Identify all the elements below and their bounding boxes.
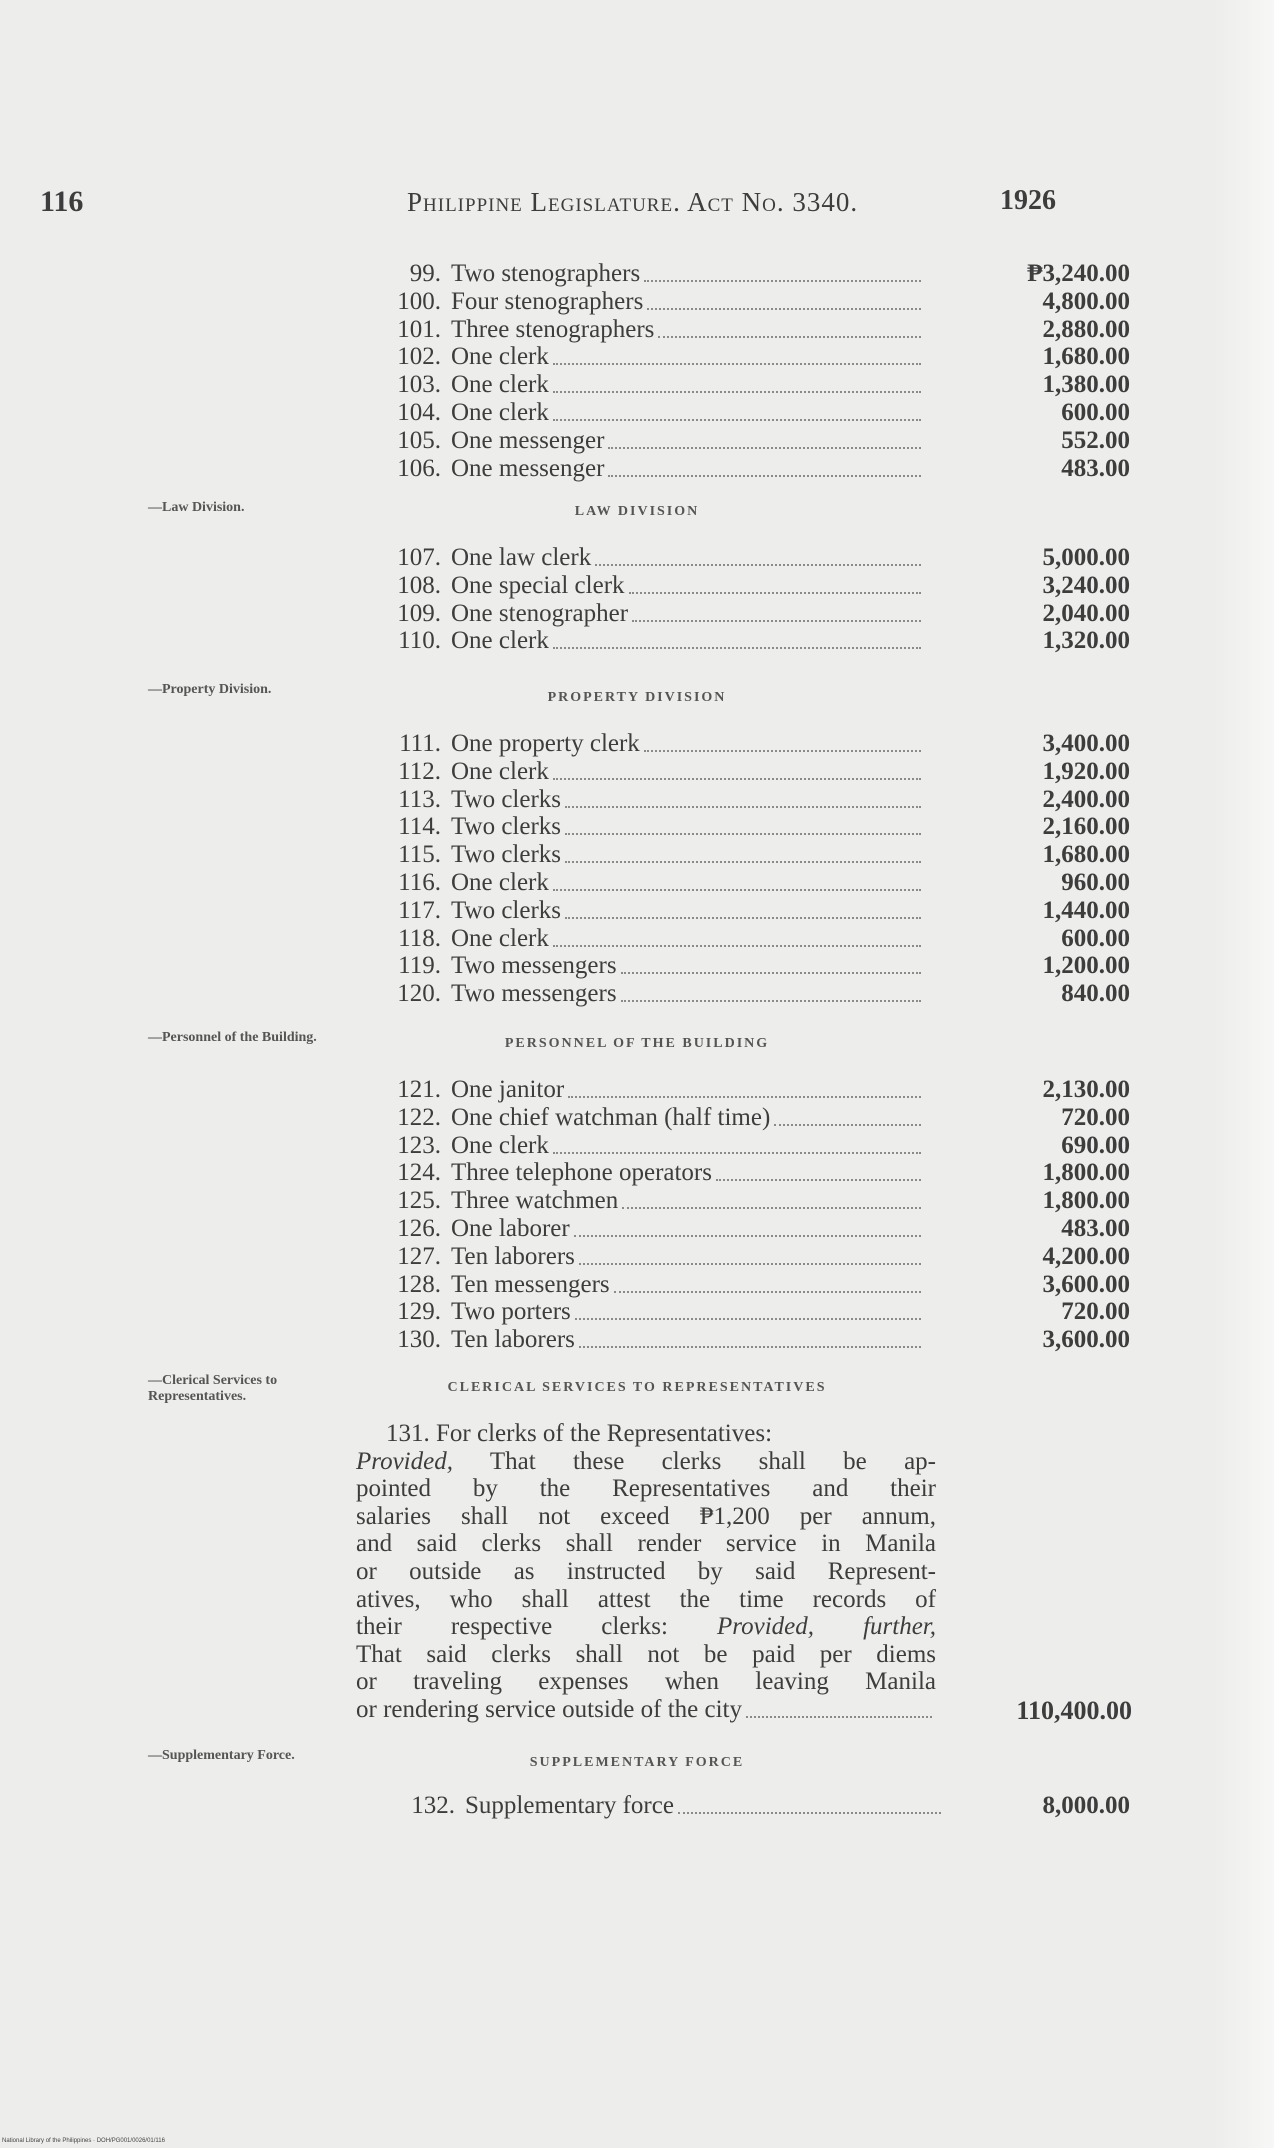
item-amount: 2,160.00 xyxy=(1042,813,1130,841)
dot-leader xyxy=(608,455,921,477)
list-item xyxy=(370,980,1130,1008)
item-amount: 483.00 xyxy=(1061,454,1130,482)
list-item xyxy=(370,897,1130,925)
section-heading: LAW DIVISION xyxy=(574,504,700,519)
item-number: 109. xyxy=(397,599,441,627)
item-number: 113. xyxy=(398,785,441,813)
item-description: Four stenographers xyxy=(451,287,644,315)
side-note: —Personnel of the Building. xyxy=(148,1030,317,1045)
item-description: One messenger xyxy=(451,454,605,482)
header-year: 1926 xyxy=(1000,185,1056,216)
list-item xyxy=(370,1298,1130,1326)
item-amount: 720.00 xyxy=(1061,1298,1130,1326)
section-heading: PERSONNEL OF THE BUILDING xyxy=(504,1036,770,1051)
item-description: One clerk xyxy=(451,627,549,655)
list-item xyxy=(370,1187,1130,1215)
item-amount: 1,800.00 xyxy=(1042,1187,1130,1215)
dot-leader xyxy=(565,897,921,919)
item-amount: 4,800.00 xyxy=(1042,287,1130,315)
item-amount: 3,400.00 xyxy=(1042,730,1130,757)
list-item xyxy=(370,427,1130,455)
dot-leader xyxy=(565,841,921,863)
clerical-amount: 110,400.00 xyxy=(1016,1696,1132,1725)
paragraph-line: or outside as instructed by said Represent- xyxy=(356,1557,936,1585)
dot-leader xyxy=(774,1104,921,1126)
item-group xyxy=(370,544,1130,655)
item-description: Three watchmen xyxy=(451,1187,619,1215)
dot-leader xyxy=(644,260,921,282)
dot-leader xyxy=(553,1132,921,1154)
item-number: 100. xyxy=(397,287,441,315)
item-description: One clerk xyxy=(451,398,549,426)
item-number: 122. xyxy=(397,1103,441,1131)
list-item xyxy=(370,572,1130,600)
item-group xyxy=(370,260,1130,482)
item-description: Two clerks xyxy=(451,813,562,841)
list-item xyxy=(370,544,1130,572)
list-item xyxy=(370,925,1130,953)
item-number: 117. xyxy=(398,896,441,924)
item-group xyxy=(370,1076,1130,1354)
list-item xyxy=(370,730,1130,758)
section-heading: PROPERTY DIVISION xyxy=(547,690,727,705)
dot-leader xyxy=(575,1298,921,1320)
dot-leader xyxy=(568,1076,921,1098)
item-description: One property clerk xyxy=(451,730,640,757)
item-number: 110. xyxy=(398,627,441,655)
item-description: One chief watchman (half time) xyxy=(451,1103,771,1131)
dot-leader xyxy=(574,1215,921,1237)
item-amount: 4,200.00 xyxy=(1042,1242,1130,1270)
item-amount: ₱3,240.00 xyxy=(1027,260,1130,287)
dot-leader xyxy=(632,600,921,622)
item-description: One clerk xyxy=(451,1131,549,1159)
item-description: Two messengers xyxy=(451,980,617,1008)
paragraph-line: salaries shall not exceed ₱1,200 per annum, xyxy=(356,1502,936,1530)
side-note-clerical: —Clerical Services to Representatives. xyxy=(148,1373,278,1404)
item-amount: 2,400.00 xyxy=(1042,785,1130,813)
side-note-supplementary: —Supplementary Force. xyxy=(148,1748,295,1763)
paragraph-line: or rendering service outside of the city xyxy=(356,1696,936,1724)
item-number: 130. xyxy=(397,1326,441,1354)
item-number: 128. xyxy=(397,1270,441,1298)
paragraph-line: pointed by the Representatives and their xyxy=(356,1475,936,1503)
item-number: 115. xyxy=(398,841,441,869)
item-description: One clerk xyxy=(451,343,549,371)
paragraph-line: and said clerks shall render service in Manila xyxy=(356,1530,936,1558)
item-description: One clerk xyxy=(451,371,549,399)
item-description: Supplementary force xyxy=(465,1792,674,1819)
item-number: 120. xyxy=(397,980,441,1008)
list-item xyxy=(370,869,1130,897)
item-number: 108. xyxy=(397,571,441,599)
item-description: Three telephone operators xyxy=(451,1159,712,1187)
dot-leader xyxy=(621,952,921,974)
dot-leader xyxy=(746,1696,932,1718)
supplementary-block xyxy=(370,1792,1130,1820)
item-amount: 2,040.00 xyxy=(1042,599,1130,627)
item-description: Two porters xyxy=(451,1298,571,1326)
list-item xyxy=(370,1076,1130,1104)
item-description: One clerk xyxy=(451,868,549,896)
paragraph-line: their respective clerks: Provided, further, xyxy=(356,1613,936,1641)
dot-leader xyxy=(647,288,921,310)
item-amount: 1,380.00 xyxy=(1042,371,1130,399)
list-item xyxy=(370,627,1130,655)
list-item xyxy=(370,813,1130,841)
list-item xyxy=(370,952,1130,980)
item-description: One special clerk xyxy=(451,571,625,599)
list-item xyxy=(370,371,1130,399)
list-item xyxy=(370,399,1130,427)
item-number: 123. xyxy=(397,1131,441,1159)
item-amount: 1,440.00 xyxy=(1042,896,1130,924)
item-description: One laborer xyxy=(451,1214,570,1242)
item-amount: 720.00 xyxy=(1061,1103,1130,1131)
item-number: 106. xyxy=(397,454,441,482)
item-amount: 1,920.00 xyxy=(1042,757,1130,785)
item-number: 105. xyxy=(397,426,441,454)
dot-leader xyxy=(629,572,921,594)
list-item xyxy=(370,1132,1130,1160)
item-amount: 960.00 xyxy=(1061,868,1130,896)
list-item xyxy=(370,1271,1130,1299)
dot-leader xyxy=(614,1271,921,1293)
dot-leader xyxy=(565,813,921,835)
page-number: 116 xyxy=(40,185,84,218)
item-number: 127. xyxy=(397,1242,441,1270)
dot-leader xyxy=(553,758,921,780)
item-description: Two messengers xyxy=(451,952,617,980)
item-amount: 1,200.00 xyxy=(1042,952,1130,980)
item-number: 132. xyxy=(411,1792,455,1819)
dot-leader xyxy=(553,925,921,947)
item-amount: 1,680.00 xyxy=(1042,841,1130,869)
item-number: 102. xyxy=(397,343,441,371)
item-description: Two clerks xyxy=(451,841,562,869)
dot-leader xyxy=(553,869,921,891)
dot-leader xyxy=(644,730,921,752)
item-description: One clerk xyxy=(451,757,549,785)
item-number: 126. xyxy=(397,1214,441,1242)
dot-leader xyxy=(621,980,921,1002)
list-item xyxy=(370,1326,1130,1354)
side-note: —Law Division. xyxy=(148,500,245,515)
dot-leader xyxy=(678,1792,941,1814)
dot-leader xyxy=(595,544,921,566)
list-item xyxy=(370,600,1130,628)
running-head: Philippine Legislature. Act No. 3340. xyxy=(407,187,859,217)
item-number: 124. xyxy=(397,1159,441,1187)
item-amount: 3,240.00 xyxy=(1042,571,1130,599)
item-description: Ten messengers xyxy=(451,1270,610,1298)
paragraph-line: or traveling expenses when leaving Manila xyxy=(356,1668,936,1696)
item-amount: 483.00 xyxy=(1061,1214,1130,1242)
list-item xyxy=(370,1792,1130,1820)
dot-leader xyxy=(565,786,921,808)
item-amount: 5,000.00 xyxy=(1042,544,1130,571)
page-edge-shade xyxy=(1214,0,1274,2148)
item-description: Two clerks xyxy=(451,785,562,813)
item-description: Two clerks xyxy=(451,896,562,924)
item-number: 111. xyxy=(399,730,441,757)
item-number: 99. xyxy=(409,260,441,287)
paragraph-line: Provided, That these clerks shall be ap- xyxy=(356,1447,936,1475)
item-amount: 3,600.00 xyxy=(1042,1270,1130,1298)
item-group xyxy=(370,730,1130,1008)
dot-leader xyxy=(579,1243,921,1265)
paragraph-line: That said clerks shall not be paid per diems xyxy=(356,1640,936,1668)
dot-leader xyxy=(553,343,921,365)
item-number: 121. xyxy=(397,1076,441,1103)
section-heading-supplementary: SUPPLEMENTARY FORCE xyxy=(529,1755,745,1770)
item-amount: 1,680.00 xyxy=(1042,343,1130,371)
clerical-paragraph xyxy=(356,1420,936,1724)
page-header xyxy=(0,185,1274,229)
dot-leader xyxy=(553,371,921,393)
dot-leader xyxy=(716,1159,921,1181)
item-description: One janitor xyxy=(451,1076,565,1103)
item-number: 118. xyxy=(398,924,441,952)
item-amount: 600.00 xyxy=(1061,398,1130,426)
dot-leader xyxy=(553,627,921,649)
list-item xyxy=(370,1104,1130,1132)
item-amount: 600.00 xyxy=(1061,924,1130,952)
item-number: 129. xyxy=(397,1298,441,1326)
item-amount: 3,600.00 xyxy=(1042,1326,1130,1354)
section-heading-clerical: CLERICAL SERVICES TO REPRESENTATIVES xyxy=(447,1380,827,1395)
dot-leader xyxy=(658,316,921,338)
item-number: 107. xyxy=(397,544,441,571)
dot-leader xyxy=(608,427,921,449)
item-amount: 1,320.00 xyxy=(1042,627,1130,655)
item-description: Three stenographers xyxy=(451,315,655,343)
item-amount: 2,130.00 xyxy=(1042,1076,1130,1103)
list-item xyxy=(370,1215,1130,1243)
item-number: 125. xyxy=(397,1187,441,1215)
list-item xyxy=(370,455,1130,483)
item-amount: 552.00 xyxy=(1061,426,1130,454)
list-item xyxy=(370,786,1130,814)
item-description: Ten laborers xyxy=(451,1242,575,1270)
list-item xyxy=(370,288,1130,316)
item-amount: 690.00 xyxy=(1061,1131,1130,1159)
item-number: 103. xyxy=(397,371,441,399)
list-item xyxy=(370,1159,1130,1187)
item-amount: 8,000.00 xyxy=(1042,1792,1130,1819)
item-description: Ten laborers xyxy=(451,1326,575,1354)
item-description: One messenger xyxy=(451,426,605,454)
list-item xyxy=(370,758,1130,786)
list-item xyxy=(370,343,1130,371)
item-description: Two stenographers xyxy=(451,260,641,287)
item-number: 119. xyxy=(398,952,441,980)
side-note: —Property Division. xyxy=(148,682,272,697)
item-description: One law clerk xyxy=(451,544,592,571)
dot-leader xyxy=(553,399,921,421)
paragraph-line: 131. For clerks of the Representatives: xyxy=(386,1420,773,1447)
item-description: One clerk xyxy=(451,924,549,952)
item-number: 116. xyxy=(398,868,441,896)
dot-leader xyxy=(622,1187,921,1209)
item-number: 104. xyxy=(397,398,441,426)
item-amount: 1,800.00 xyxy=(1042,1159,1130,1187)
item-number: 114. xyxy=(398,813,441,841)
dot-leader xyxy=(579,1326,921,1348)
item-amount: 2,880.00 xyxy=(1042,315,1130,343)
paragraph-line: atives, who shall attest the time records of xyxy=(356,1585,936,1613)
list-item xyxy=(370,260,1130,288)
list-item xyxy=(370,841,1130,869)
item-description: One stenographer xyxy=(451,599,629,627)
item-number: 101. xyxy=(397,315,441,343)
archive-footer-id: National Library of the Philippines · DOH/PG001/0026/01/116 xyxy=(2,2138,165,2144)
item-number: 112. xyxy=(398,757,441,785)
list-item xyxy=(370,1243,1130,1271)
list-item xyxy=(370,316,1130,344)
item-amount: 840.00 xyxy=(1061,980,1130,1008)
